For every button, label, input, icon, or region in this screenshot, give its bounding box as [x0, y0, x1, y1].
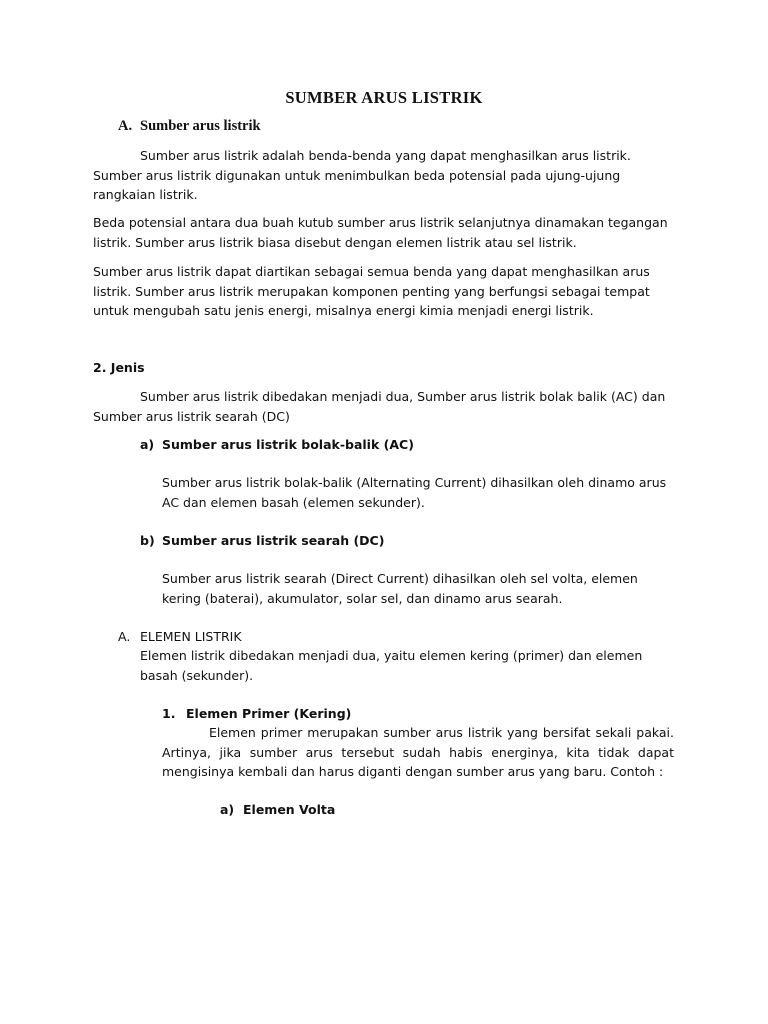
- subheading-ac-title: Sumber arus listrik bolak-balik (AC): [162, 437, 414, 452]
- list-marker: 1.: [162, 706, 176, 721]
- subheading-elemen-volta-title: Elemen Volta: [243, 802, 336, 817]
- list-marker: a): [140, 437, 155, 452]
- section-label: A.: [118, 118, 133, 134]
- paragraph-sumber-arus-artian: Sumber arus listrik dapat diartikan sebagai semua benda yang dapat menghasilkan arus listrik. Sumber arus listrik merupakan komponen penting yang berfungsi sebagai tempat untuk mengubah satu jenis energi, misalnya energi kimia menjadi energi listrik.: [93, 264, 650, 318]
- subheading-elemen-primer-title: Elemen Primer (Kering): [186, 706, 352, 721]
- section-heading-sumber-arus: [118, 117, 261, 137]
- section-heading-elemen-listrik: [118, 627, 242, 647]
- paragraph-jenis: Sumber arus listrik dibedakan menjadi dua, Sumber arus listrik bolak balik (AC) dan Sumber arus listrik searah (DC): [93, 389, 666, 424]
- paragraph-ac: Sumber arus listrik bolak-balik (Alternating Current) dihasilkan oleh dinamo arus AC dan elemen basah (elemen sekunder).: [162, 475, 667, 510]
- paragraph-elemen-listrik: Elemen listrik dibedakan menjadi dua, yaitu elemen kering (primer) dan elemen basah (sekunder).: [140, 648, 643, 683]
- subheading-ac: [140, 435, 414, 455]
- subheading-dc: [140, 531, 384, 551]
- paragraph-beda-potensial: Beda potensial antara dua buah kutub sumber arus listrik selanjutnya dinamakan tegangan listrik. Sumber arus listrik biasa disebut dengan elemen listrik atau sel listrik.: [93, 215, 668, 250]
- subheading-elemen-primer: [162, 704, 351, 724]
- paragraph-elemen-primer: Elemen primer merupakan sumber arus listrik yang bersifat sekali pakai. Artinya, jika sumber arus tersebut sudah habis energinya, kita tidak dapat mengisinya kembali dan harus diganti dengan sumber arus yang baru. Contoh :: [162, 725, 674, 779]
- section-heading-jenis: 2. Jenis: [93, 360, 145, 375]
- section-title: ELEMEN LISTRIK: [140, 629, 242, 644]
- subheading-dc-title: Sumber arus listrik searah (DC): [162, 533, 385, 548]
- document-title: SUMBER ARUS LISTRIK: [285, 88, 483, 107]
- list-marker: b): [140, 533, 155, 548]
- list-marker: a): [220, 802, 235, 817]
- paragraph-definition: Sumber arus listrik adalah benda-benda yang dapat menghasilkan arus listrik. Sumber arus listrik digunakan untuk menimbulkan beda potensial pada ujung-ujung rangkaian listrik.: [93, 148, 631, 202]
- subheading-elemen-volta: [220, 800, 335, 820]
- section-title: Sumber arus listrik: [140, 118, 261, 134]
- section-label: A.: [118, 629, 131, 644]
- paragraph-dc: Sumber arus listrik searah (Direct Current) dihasilkan oleh sel volta, elemen kering (baterai), akumulator, solar sel, dan dinamo arus searah.: [162, 571, 638, 606]
